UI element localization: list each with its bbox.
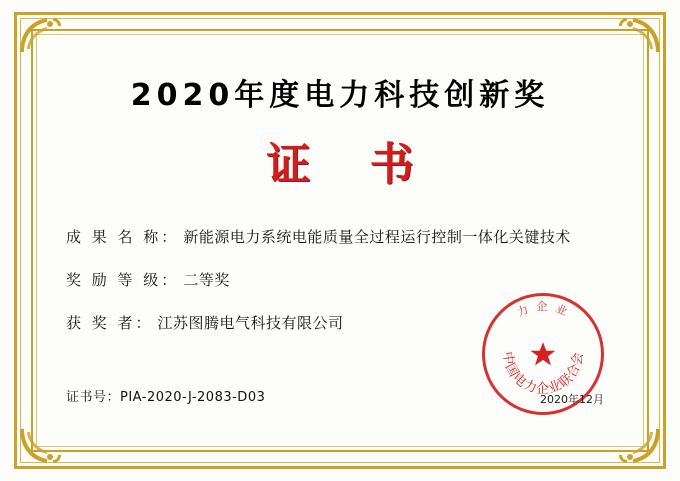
field-row-achievement-name: [66, 226, 630, 247]
seal-date: 2020年12月: [540, 393, 604, 406]
field-value: 新能源电力系统电能质量全过程运行控制一体化关键技术: [183, 228, 571, 246]
svg-text:中国电力企业联合会: 中国电力企业联合会: [499, 350, 587, 397]
field-value: 二等奖: [183, 271, 230, 289]
certificate-title: 2020年度电力科技创新奖: [130, 78, 550, 113]
field-label: 获 奖 者：: [66, 314, 154, 332]
certificate-number: 证书号：PIA-2020-J-2083-D03: [66, 390, 266, 405]
seal-star-icon: [530, 341, 556, 367]
svg-text:力 企 业: 力 企 业: [515, 300, 571, 320]
field-value: 江苏图腾电气科技有限公司: [157, 314, 344, 332]
field-row-award-level: [66, 269, 630, 290]
certificate-subtitle: 证 书: [266, 139, 436, 190]
certificate-content: [50, 48, 630, 433]
field-label: 成 果 名 称：: [66, 228, 180, 246]
field-label: 奖 励 等 级：: [66, 271, 180, 289]
